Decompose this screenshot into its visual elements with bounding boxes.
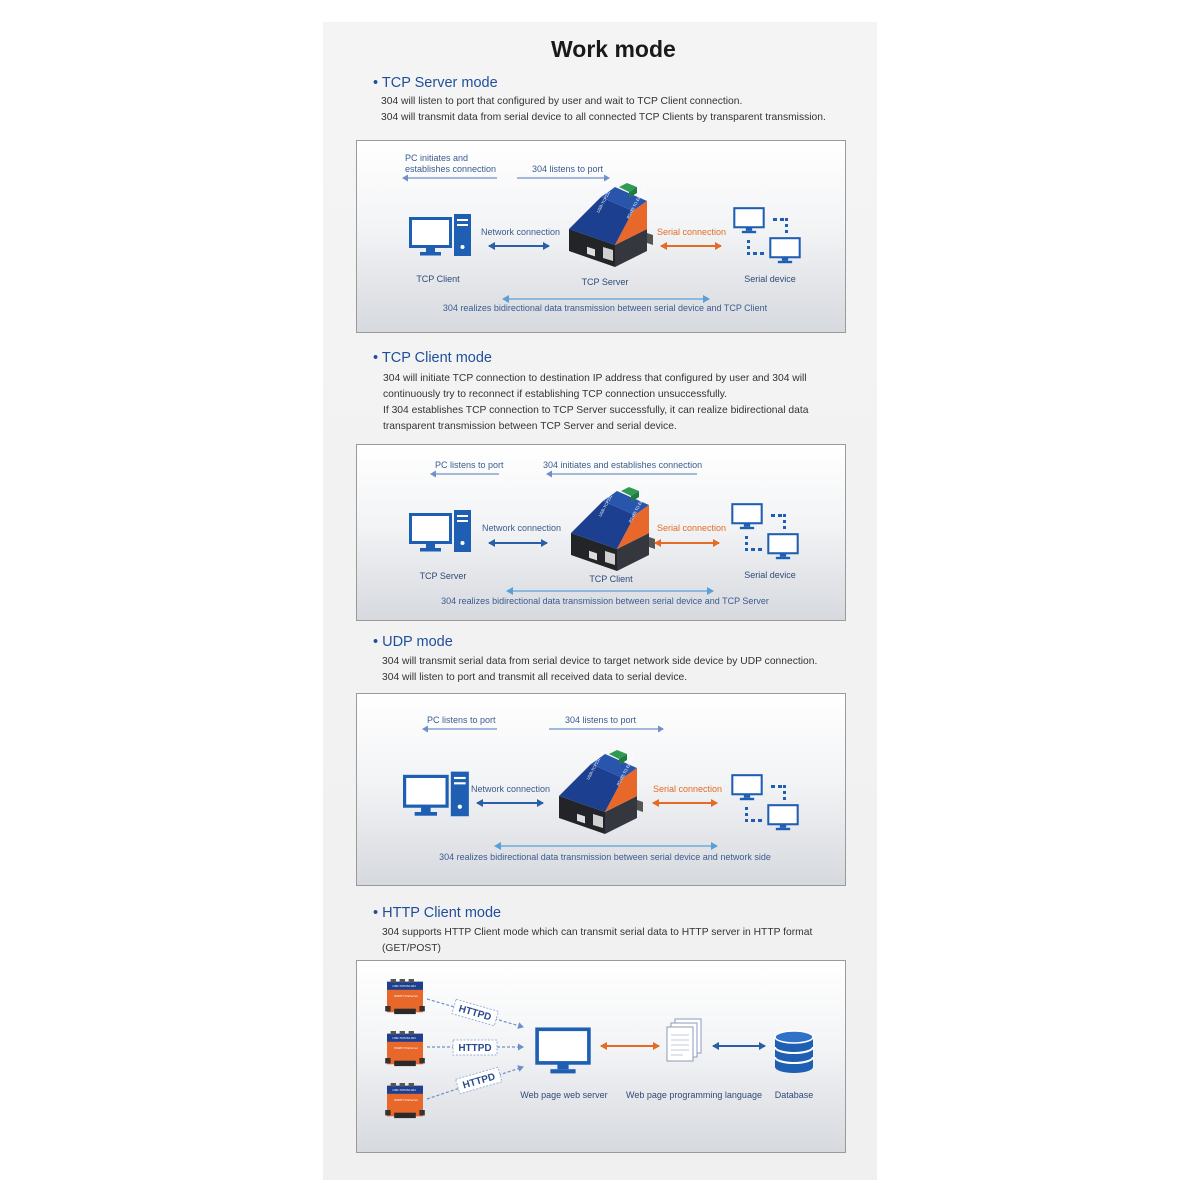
description-line: 304 will listen to port and transmit all received data to serial device. [382,672,688,683]
database-icon [775,1031,813,1073]
section-heading-udp: • UDP mode [373,634,453,650]
serial-device-icon [732,504,797,559]
device-304-icon [385,1031,425,1066]
section-description-tcp-server [381,94,826,126]
serial-device-icon [734,208,799,263]
section-description-http-client [382,925,812,957]
bottom-caption: 304 realizes bidirectional data transmission between serial device and TCP Server [441,596,769,606]
diagram-top-label: PC initiates and [405,153,469,163]
bottom-caption: 304 realizes bidirectional data transmission between serial device and network side [439,852,771,862]
diagram-top-label: establishes connection [405,164,497,174]
serial-connection-label: Serial connection [657,227,727,237]
serial-device-icon [732,775,797,830]
section-heading-label: UDP mode [382,634,453,650]
diagram-top-label: 304 initiates and establishes connection [543,460,703,470]
language-caption: Web page programming language [626,1090,762,1100]
diagram-top-label: PC listens to port [435,460,504,470]
diagram-tcp-server [356,140,846,333]
device-304-icon [385,1083,425,1118]
diagram-top-label: 304 listens to port [532,164,604,174]
section-description-udp [382,654,817,686]
web-server-caption: Web page web server [520,1090,608,1100]
section-heading-label: HTTP Client mode [382,905,502,921]
pc-icon [405,772,469,817]
device-304-icon [559,749,643,834]
section-heading-label: TCP Client mode [381,350,492,366]
section-heading-tcp-server: • TCP Server mode [373,75,498,91]
document-stack-icon [667,1019,701,1061]
description-line: If 304 establishes TCP connection to TCP Server successfully, it can realize bidirectional data [383,405,809,416]
device-304-icon [385,979,425,1014]
left-caption: TCP Server [419,571,467,581]
center-caption: TCP Server [581,277,629,287]
page-title: Work mode [551,36,676,62]
network-connection-label: Network connection [481,227,561,237]
section-heading-tcp-client: • TCP Client mode [373,350,492,366]
httpd-label: HTTPD [458,1043,492,1054]
diagram-top-label: 304 listens to port [565,715,637,725]
diagram-tcp-client [356,444,846,621]
pc-icon [411,214,472,256]
device-304-icon [571,486,655,571]
description-line: 304 will initiate TCP connection to destination IP address that configured by user and 304 will [383,373,807,384]
web-server-monitor-icon [537,1029,589,1073]
diagram-udp [356,693,846,886]
description-line: (GET/POST) [382,943,441,954]
database-caption: Database [774,1090,814,1100]
network-connection-label: Network connection [482,523,562,533]
description-line: transparent transmission between TCP Server and serial device. [383,421,677,432]
bottom-caption: 304 realizes bidirectional data transmission between serial device and TCP Client [442,303,768,313]
section-heading-http-client: • HTTP Client mode [373,905,502,921]
pc-icon [411,510,472,552]
network-connection-label: Network connection [471,784,551,794]
description-line: 304 will listen to port that configured by user and wait to TCP Client connection. [381,96,743,107]
diagram-http-client [356,960,846,1153]
right-caption: Serial device [744,570,796,580]
device-304-icon [569,182,653,267]
section-description-tcp-client [383,371,808,435]
right-caption: Serial device [744,274,796,284]
left-caption: TCP Client [416,274,460,284]
httpd-label: HTTPD [457,1003,493,1024]
page-sheet [323,22,877,1180]
description-line: 304 will transmit data from serial device to all connected TCP Clients by transparent transmission. [381,112,826,123]
center-caption: TCP Client [589,574,633,584]
description-line: 304 supports HTTP Client mode which can transmit serial data to HTTP server in HTTP format [382,927,813,938]
description-line: continuously try to reconnect if establishing TCP connection unsuccessfully. [383,389,727,400]
serial-connection-label: Serial connection [653,784,723,794]
httpd-label: HTTPD [461,1071,497,1092]
section-heading-label: TCP Server mode [381,75,498,91]
diagram-top-label: PC listens to port [427,715,496,725]
serial-connection-label: Serial connection [657,523,727,533]
description-line: 304 will transmit serial data from serial device to target network side device by UDP connection. [382,656,818,667]
